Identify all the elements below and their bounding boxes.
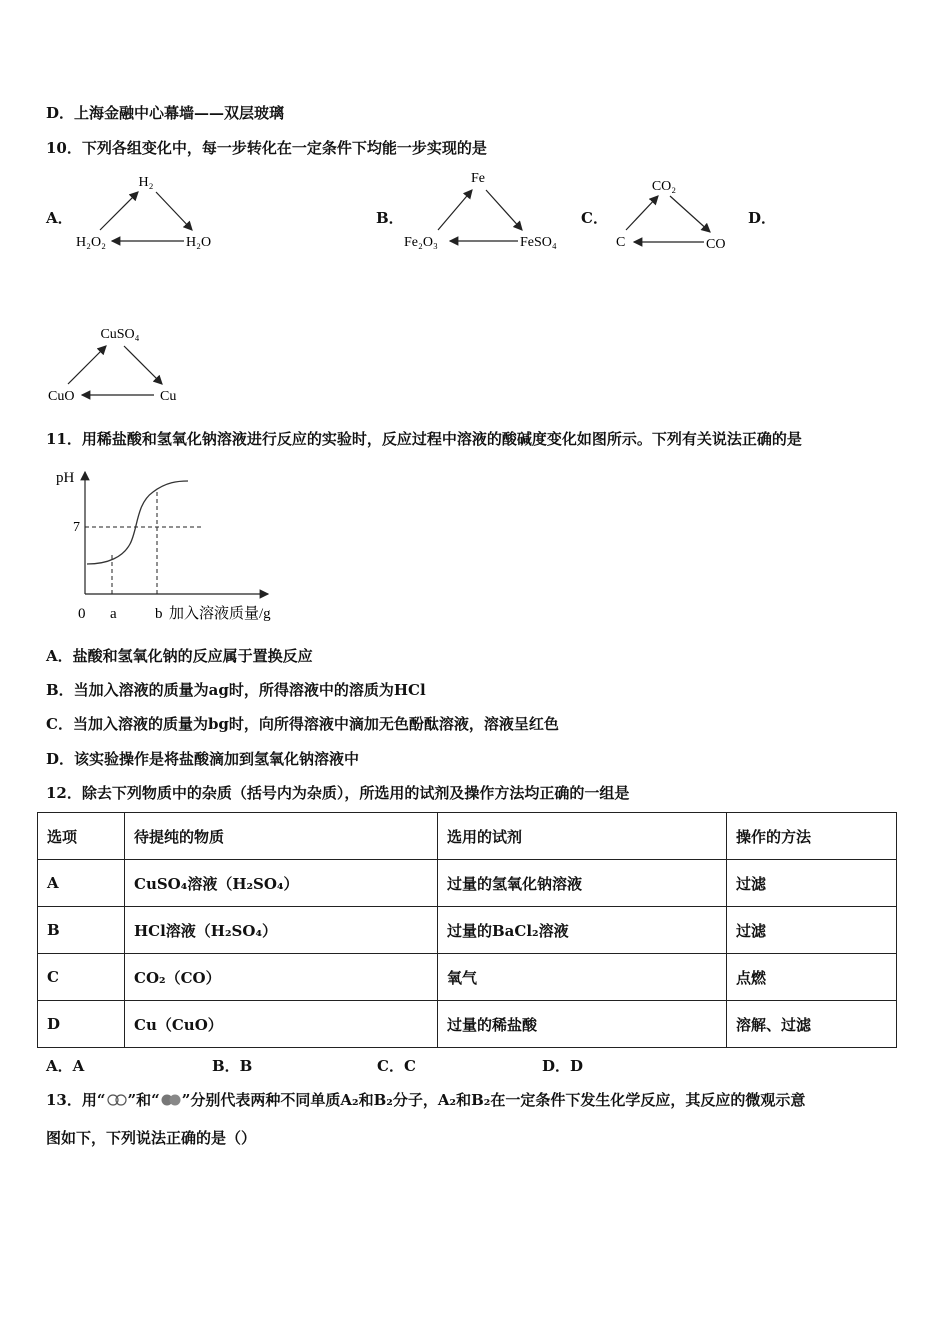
q10a-top: H₂ [138,175,154,190]
table-cell: HCl溶液（H₂SO₄） [125,907,438,954]
q12-table [37,812,897,1048]
table-row [38,1001,897,1048]
table-row [38,860,897,907]
q10d-top: CuSO₄ [100,327,140,342]
q12-answer-d: D．D [542,1057,584,1075]
q10d-right: Cu [160,389,177,404]
table-header-cell: 选用的试剂 [438,813,727,860]
q13-text-part3: ”分别代表两种不同单质A₂和B₂分子，A₂和B₂在一定条件下发生化学反应，其反应的微观示意 [181,1091,806,1109]
q10-cycle-c [608,172,738,260]
y-tick-7: 7 [73,520,80,535]
ph-chart [48,462,298,627]
q12-answer-c: C．C [377,1057,416,1075]
b2-molecule-icon [160,1093,182,1107]
table-header-cell: 选项 [38,813,125,860]
table-cell: B [38,907,125,954]
y-axis-label: pH [56,470,75,486]
table-cell: CO₂（CO） [125,954,438,1001]
q10c-top: CO₂ [651,179,677,194]
table-cell: CuSO₄溶液（H₂SO₄） [125,860,438,907]
q10a-left: H₂O₂ [76,235,106,250]
table-cell: 过量的BaCl₂溶液 [438,907,727,954]
q13-text-part2: ”和“ [127,1091,160,1109]
table-cell: Cu（CuO） [125,1001,438,1048]
q12-answer-a: A．A [46,1057,85,1075]
q10d-left: CuO [48,389,75,404]
x-tick-a: a [110,606,117,622]
a2-molecule-icon [106,1093,128,1107]
table-cell: C [38,954,125,1001]
q10c-left: C [616,235,626,250]
prev-question-option-d: D．上海金融中心幕墙——双层玻璃 [46,104,285,122]
q10-option-d-label: D． [748,209,777,227]
x-tick-0: 0 [78,606,86,622]
q12-stem: 12．除去下列物质中的杂质（括号内为杂质），所选用的试剂及操作方法均正确的一组是 [46,784,630,802]
q11-stem: 11．用稀盐酸和氢氧化钠溶液进行反应的实验时，反应过程中溶液的酸碱度变化如图所示。下列有关说法正确的是 [46,430,802,448]
table-cell: 点燃 [727,954,897,1001]
table-cell: 溶解、过滤 [727,1001,897,1048]
q10-cycle-b [400,166,575,258]
q10-cycle-d [44,320,204,408]
table-row [38,954,897,1001]
x-axis-label: 加入溶液质量/g [169,606,271,622]
table-cell: A [38,860,125,907]
table-cell: 氧气 [438,954,727,1001]
q11-option-a: A．盐酸和氢氧化钠的反应属于置换反应 [46,647,313,665]
q10-cycle-a [70,168,230,258]
q10-stem: 10．下列各组变化中，每一步转化在一定条件下均能一步实现的是 [46,139,487,157]
table-header-row [38,813,897,860]
table-header-cell: 操作的方法 [727,813,897,860]
q10a-right: H₂O [186,235,212,250]
table-cell: 过滤 [727,860,897,907]
q10b-left: Fe₂O₃ [404,235,438,250]
q10-option-a-label: A． [46,209,73,227]
q10-option-c-label: C． [581,209,608,227]
q11-option-d: D．该实验操作是将盐酸滴加到氢氧化钠溶液中 [46,750,360,768]
q10b-right: FeSO₄ [520,235,557,250]
table-cell: 过量的氢氧化钠溶液 [438,860,727,907]
q11-option-c: C．当加入溶液的质量为bg时，向所得溶液中滴加无色酚酞溶液，溶液呈红色 [46,715,559,733]
x-tick-b: b [155,606,163,622]
q13-line-2: 图如下，下列说法正确的是（） [46,1129,257,1147]
table-row [38,907,897,954]
table-header-cell: 待提纯的物质 [125,813,438,860]
table-cell: D [38,1001,125,1048]
q10-option-b-label: B． [376,209,404,227]
q13-line-1 [46,1089,805,1110]
table-cell: 过滤 [727,907,897,954]
q12-answer-b: B．B [212,1057,253,1075]
q10c-right: CO [706,237,726,252]
table-cell: 过量的稀盐酸 [438,1001,727,1048]
ph-curve [87,481,188,564]
q10b-top: Fe [471,171,485,186]
q11-option-b: B．当加入溶液的质量为ag时，所得溶液中的溶质为HCl [46,681,426,699]
q13-text-part1: 13．用“ [46,1091,106,1109]
